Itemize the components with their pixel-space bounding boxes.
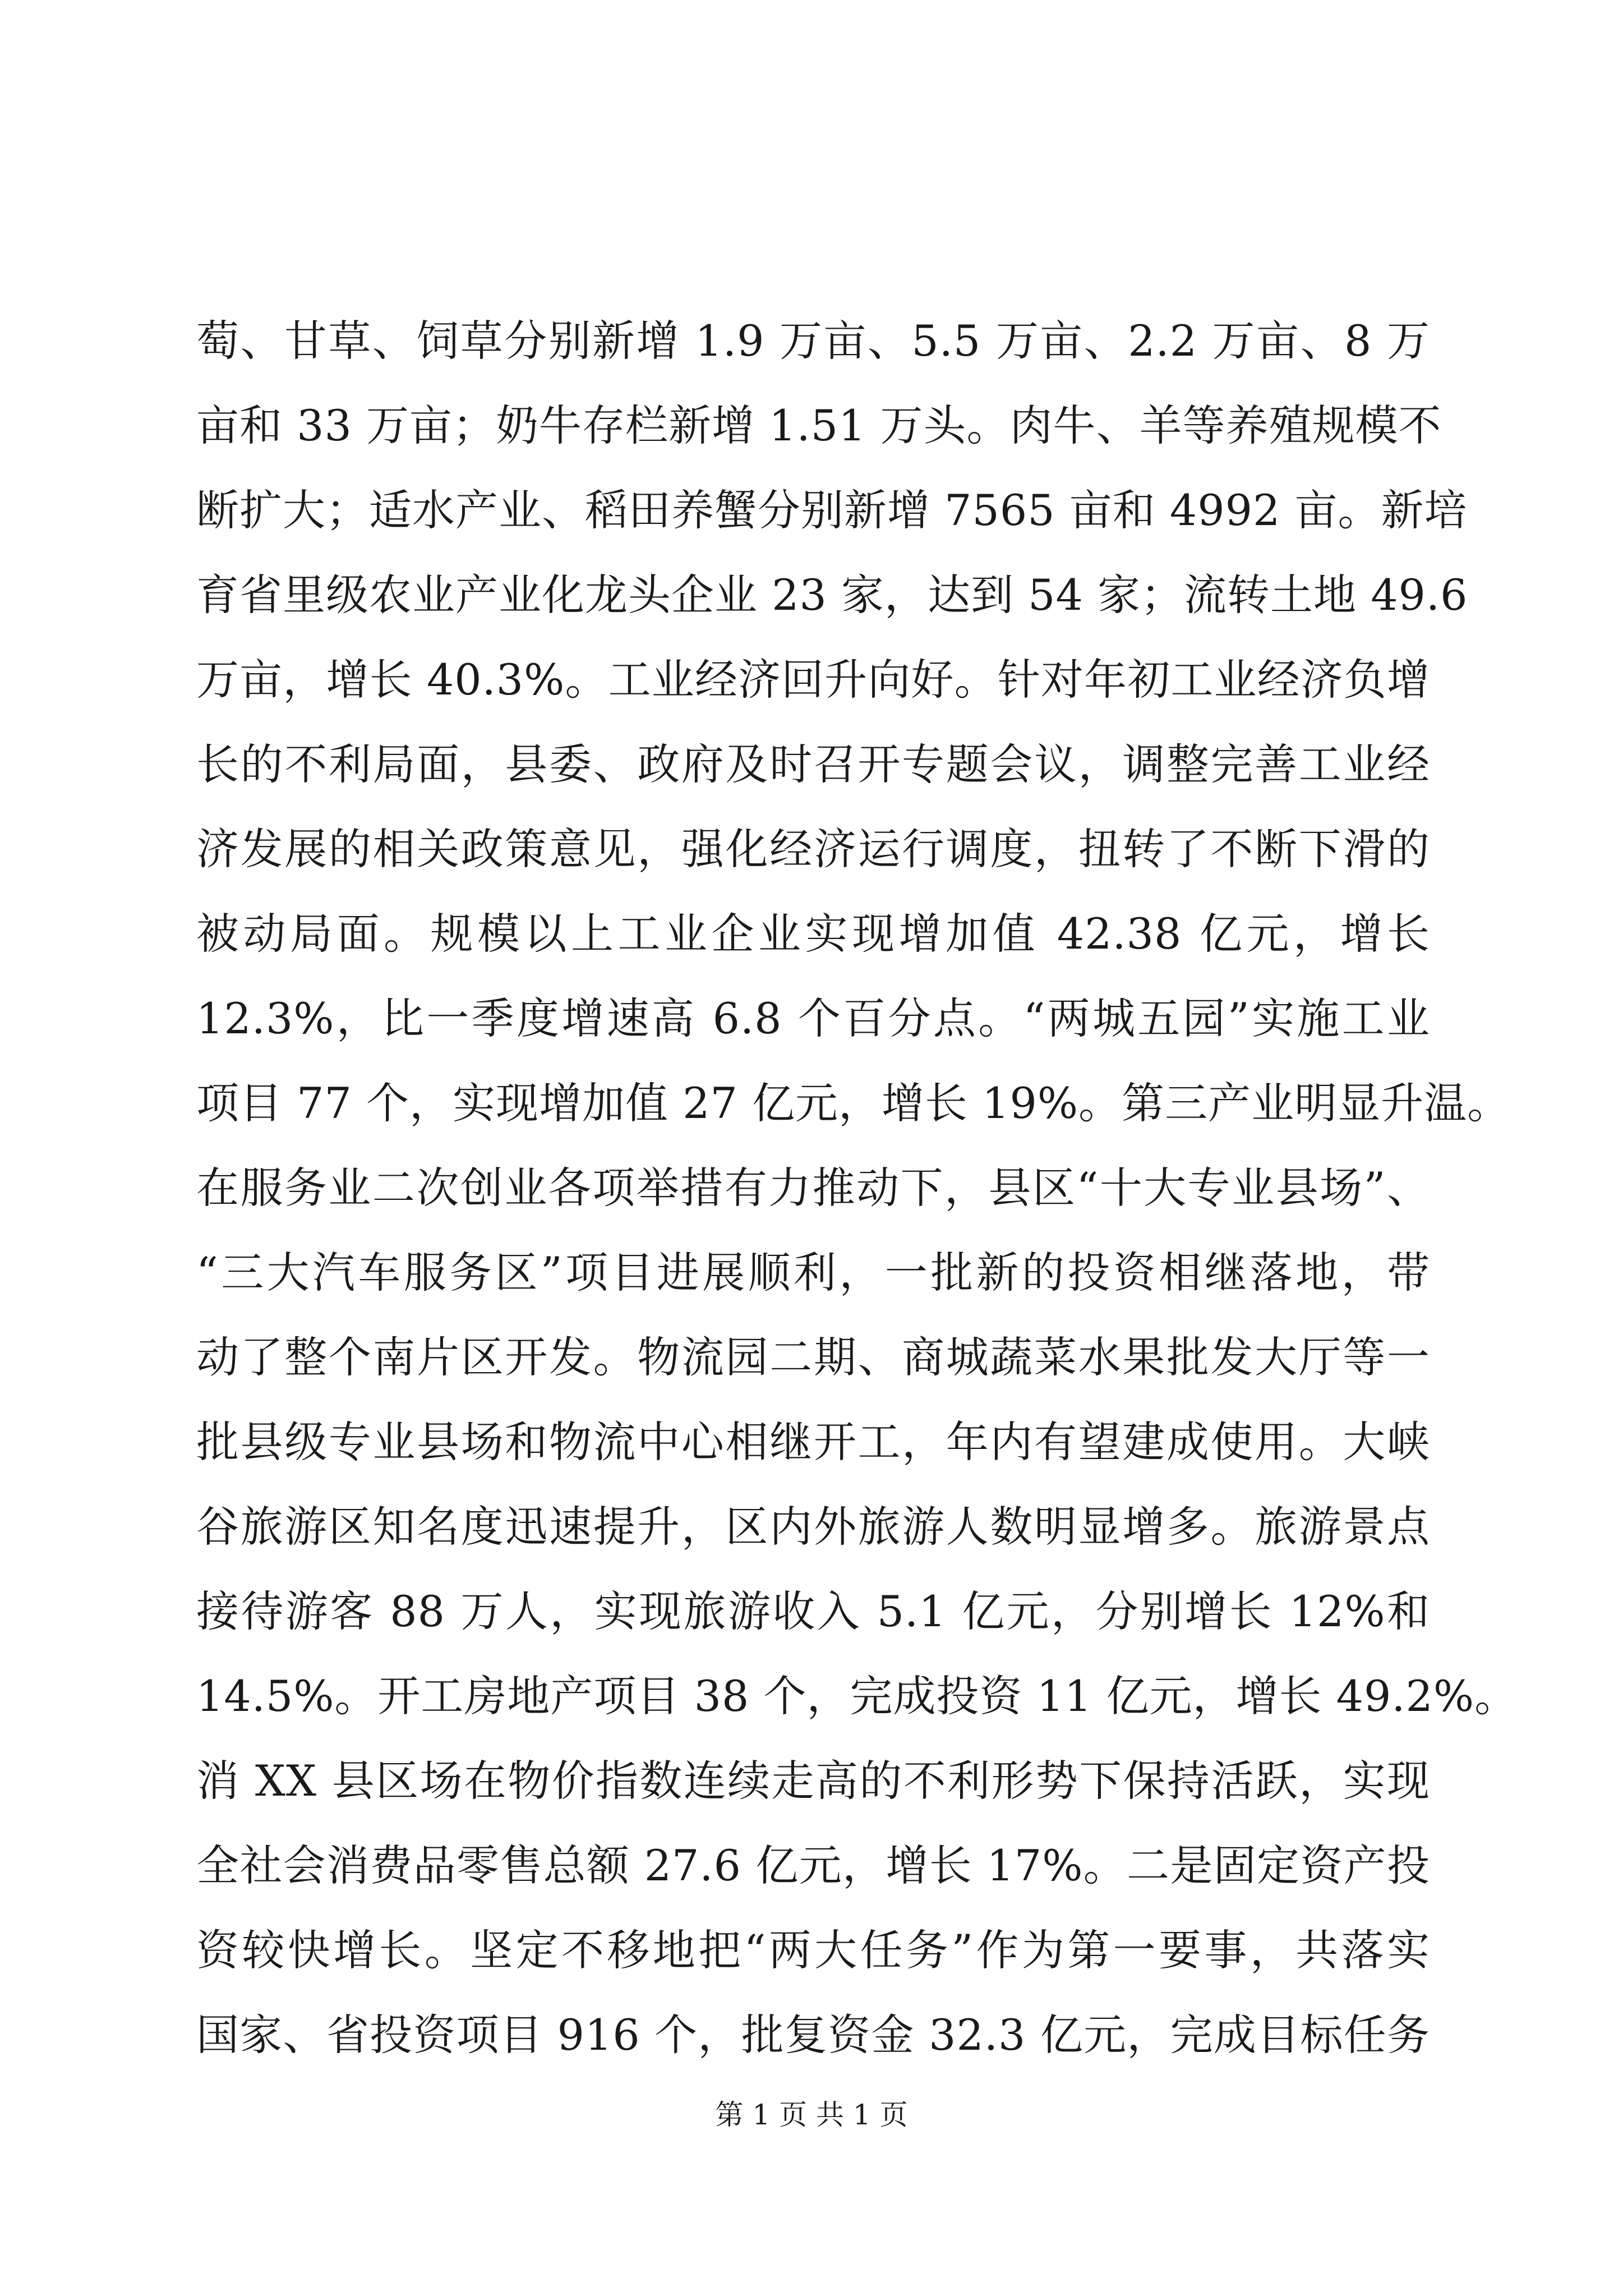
text-line: 全社会消费品零售总额 27.6 亿元，增长 17%。二是固定资产投 xyxy=(196,1841,1430,1890)
text-line: 谷旅游区知名度迅速提升，区内外旅游人数明显增多。旅游景点 xyxy=(196,1502,1430,1552)
text-line: 长的不利局面，县委、政府及时召开专题会议，调整完善工业经 xyxy=(196,739,1430,789)
text-line: 接待游客 88 万人，实现旅游收入 5.1 亿元，分别增长 12%和 xyxy=(196,1586,1430,1636)
text-line: 动了整个南片区开发。物流园二期、商城蔬菜水果批发大厅等一 xyxy=(196,1332,1430,1382)
body-text xyxy=(196,298,1518,2077)
text-line: “三大汽车服务区”项目进展顺利，一批新的投资相继落地，带 xyxy=(196,1248,1430,1297)
text-line: 万亩，增长 40.3%。工业经济回升向好。针对年初工业经济负增 xyxy=(196,655,1430,705)
text-line: 项目 77 个，实现增加值 27 亿元，增长 19%。第三产业明显升温。 xyxy=(196,1078,1511,1128)
text-line: 育省里级农业产业化龙头企业 23 家，达到 54 家；流转土地 49.6 xyxy=(196,570,1468,620)
text-line: 亩和 33 万亩；奶牛存栏新增 1.51 万头。肉牛、羊等养殖规模不 xyxy=(196,401,1442,450)
text-line: 消 XX 县区场在物价指数连续走高的不利形势下保持活跃，实现 xyxy=(196,1756,1430,1806)
text-line: 资较快增长。坚定不移地把“两大任务”作为第一要事，共落实 xyxy=(196,1925,1430,1975)
text-line: 14.5%。开工房地产项目 38 个，完成投资 11 亿元，增长 49.2%。 xyxy=(196,1671,1518,1721)
text-line: 在服务业二次创业各项举措有力推动下，县区“十大专业县场”、 xyxy=(196,1163,1430,1213)
text-line: 济发展的相关政策意见，强化经济运行调度，扭转了不断下滑的 xyxy=(196,824,1430,874)
page-number-footer: 第 1 页 共 1 页 xyxy=(715,2099,908,2131)
text-line: 被动局面。规模以上工业企业实现增加值 42.38 亿元，增长 xyxy=(196,909,1430,959)
text-line: 萄、甘草、饲草分别新增 1.9 万亩、5.5 万亩、2.2 万亩、8 万 xyxy=(196,316,1430,366)
text-line: 12.3%，比一季度增速高 6.8 个百分点。“两城五园”实施工业 xyxy=(196,993,1430,1043)
text-line: 批县级专业县场和物流中心相继开工，年内有望建成使用。大峡 xyxy=(196,1417,1430,1467)
text-line: 断扩大；适水产业、稻田养蟹分别新增 7565 亩和 4992 亩。新培 xyxy=(196,485,1468,535)
text-line: 国家、省投资项目 916 个，批复资金 32.3 亿元，完成目标任务 xyxy=(196,2010,1430,2060)
